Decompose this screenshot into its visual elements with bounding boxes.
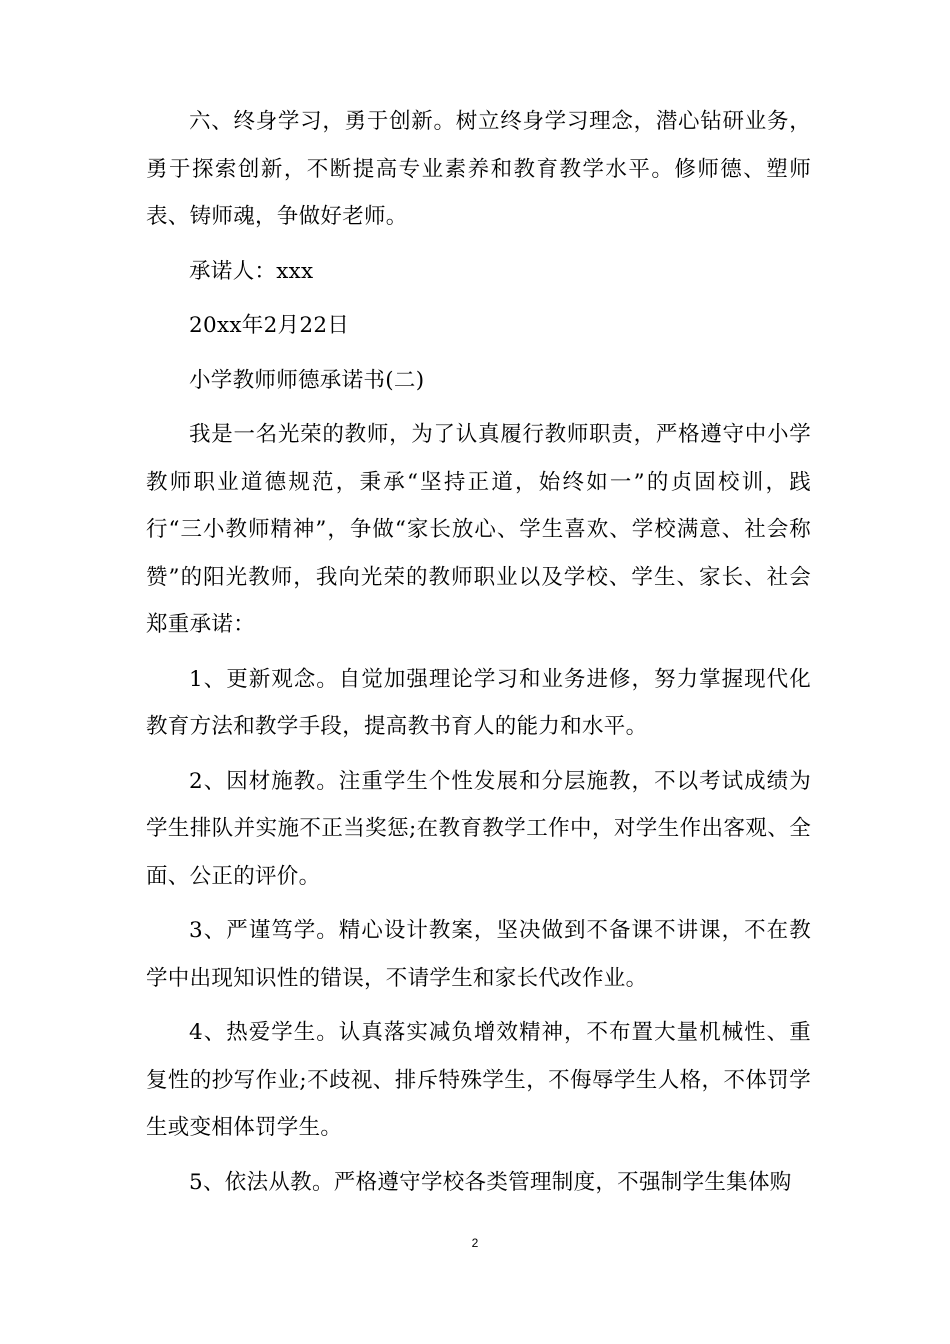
document-body [146, 98, 811, 1206]
paragraph-item-2: 2、因材施教。注重学生个性发展和分层施教，不以考试成绩为学生排队并实施不正当奖惩;在教育教学工作中，对学生作出客观、全面、公正的评价。 [146, 768, 811, 889]
paragraph-lifelong-learning: 六、终身学习，勇于创新。树立终身学习理念，潜心钻研业务，勇于探索创新，不断提高专业素养和教育教学水平。修师德、塑师表、铸师魂，争做好老师。 [146, 109, 811, 229]
paragraph-item-1: 1、更新观念。自觉加强理论学习和业务进修，努力掌握现代化教育方法和教学手段，提高教书育人的能力和水平。 [146, 666, 811, 739]
paragraph-date: 20xx年2月22日 [189, 313, 350, 338]
paragraph-item-5: 5、依法从教。严格遵守学校各类管理制度，不强制学生集体购 [189, 1169, 792, 1195]
paragraph-item-4: 4、热爱学生。认真落实减负增效精神，不布置大量机械性、重复性的抄写作业;不歧视、排斥特殊学生，不侮辱学生人格，不体罚学生或变相体罚学生。 [146, 1020, 811, 1140]
paragraph-item-3: 3、严谨笃学。精心设计教案，坚决做到不备课不讲课，不在教学中出现知识性的错误，不请学生和家长代改作业。 [146, 918, 811, 991]
paragraph-intro: 我是一名光荣的教师，为了认真履行教师职责，严格遵守中小学教师职业道德规范，秉承“坚持正道，始终如一”的贞固校训，践行“三小教师精神”，争做“家长放心、学生喜欢、学校满意、社会称赞”的阳光教师，我向光荣的教师职业以及学校、学生、家长、社会郑重承诺： [146, 422, 811, 637]
paragraph-signatory: 承诺人：xxx [189, 258, 314, 284]
page-number: 2 [471, 1236, 479, 1250]
paragraph-section-title: 小学教师师德承诺书(二) [189, 367, 425, 393]
